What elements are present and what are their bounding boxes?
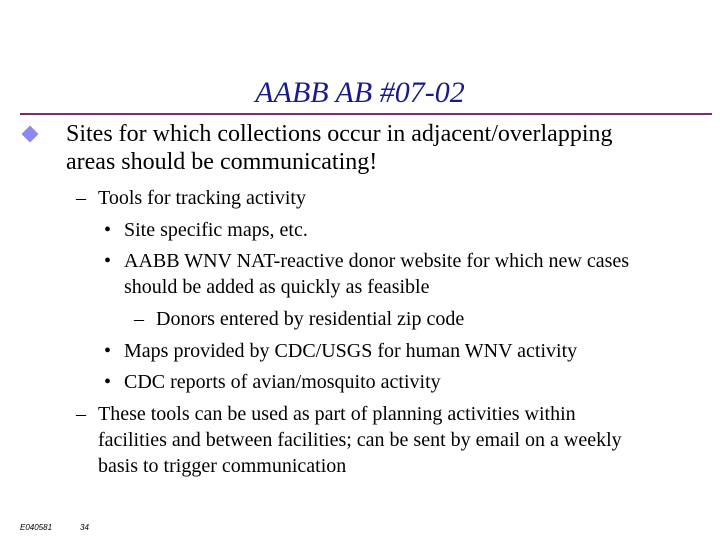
dash-bullet-icon: – bbox=[134, 308, 144, 330]
main-bullet-line-2: areas should be communicating! bbox=[66, 149, 378, 175]
page-number: 34 bbox=[80, 523, 89, 532]
dash-bullet-icon: – bbox=[76, 403, 86, 425]
footer-code: E040581 bbox=[20, 523, 53, 532]
sub-bullet-planning-line-2: facilities and between facilities; can be sent by email on a weekly bbox=[98, 429, 622, 451]
item-website-line-1: AABB WNV NAT-reactive donor website for which new cases bbox=[124, 250, 630, 272]
dash-bullet-icon: – bbox=[76, 187, 86, 209]
sub-bullet-planning-line-3: basis to trigger communication bbox=[98, 455, 347, 477]
item-site-maps: Site specific maps, etc. bbox=[124, 219, 308, 241]
slide-title: AABB AB #07-02 bbox=[255, 76, 465, 109]
sub-bullet-tools: Tools for tracking activity bbox=[98, 187, 306, 209]
item-donors-zip: Donors entered by residential zip code bbox=[156, 308, 465, 330]
sub-bullet-planning-line-1: These tools can be used as part of planning activities within bbox=[98, 403, 576, 425]
main-bullet-line-1: Sites for which collections occur in adjacent/overlapping bbox=[66, 121, 613, 147]
item-cdc-reports: CDC reports of avian/mosquito activity bbox=[124, 371, 441, 393]
dot-bullet-icon: • bbox=[104, 371, 112, 393]
dot-bullet-icon: • bbox=[104, 250, 112, 272]
dot-bullet-icon: • bbox=[104, 219, 112, 241]
diamond-bullet-icon bbox=[22, 126, 39, 143]
dot-bullet-icon: • bbox=[104, 340, 112, 362]
item-cdc-maps: Maps provided by CDC/USGS for human WNV activity bbox=[124, 340, 578, 362]
title-divider bbox=[20, 113, 712, 115]
item-website-line-2: should be added as quickly as feasible bbox=[124, 276, 430, 298]
